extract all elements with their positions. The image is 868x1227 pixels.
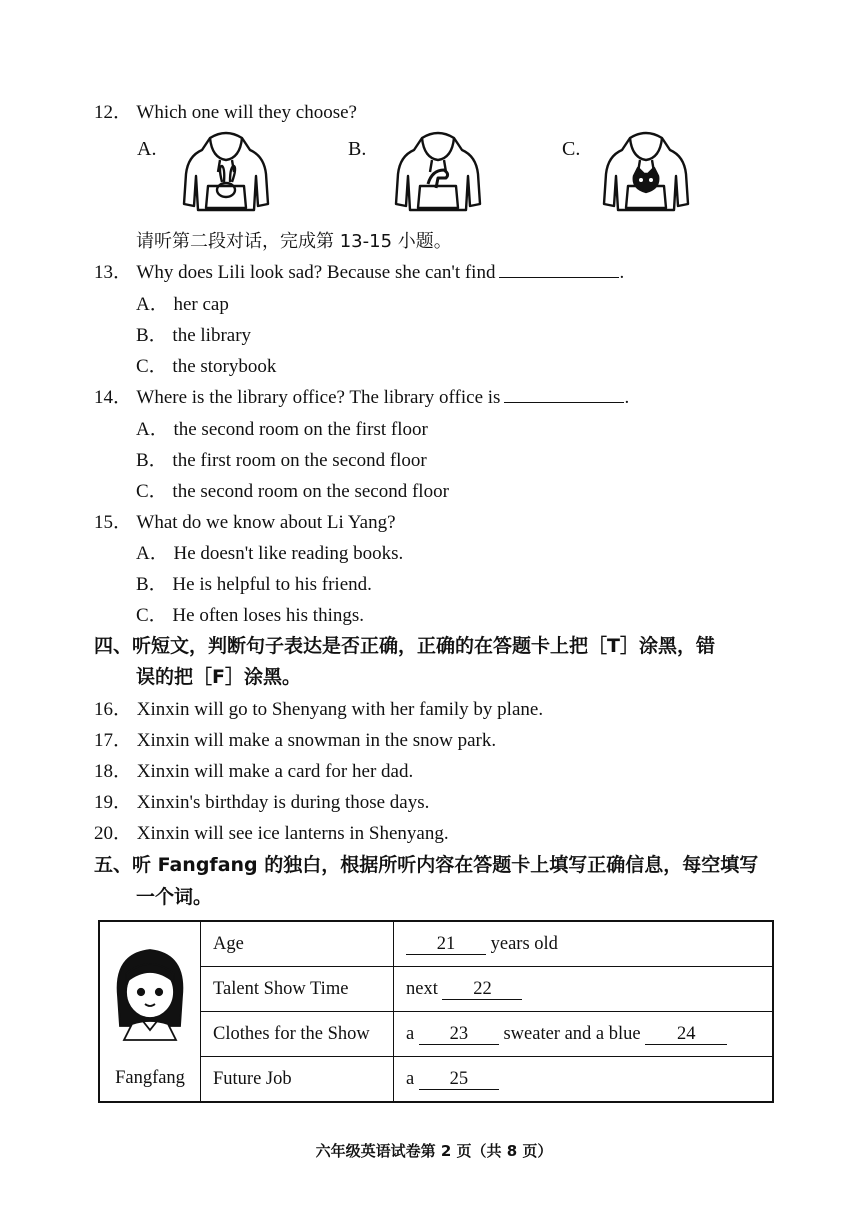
girl-avatar-icon: [100, 936, 200, 1056]
tiger-hoodie-icon: [600, 128, 692, 214]
page-footer: 六年级英语试卷第 2 页（共 8 页）: [315, 1142, 553, 1160]
question-13-period: .: [619, 262, 625, 283]
part-4-heading-line-2: 误的把［F］涂黑。: [136, 666, 301, 688]
row-value: [394, 1057, 774, 1103]
section-2-instruction: 请听第二段对话，完成第 13-15 小题。: [136, 231, 452, 252]
table-row: [99, 921, 773, 967]
part-4-heading-line-1: 四、听短文，判断句子表达是否正确，正确的在答题卡上把［T］涂黑，错: [94, 635, 715, 657]
option-12-c-letter: C.: [562, 138, 581, 160]
person-cell: [99, 921, 201, 1102]
question-14-text: 14． Where is the library office? The library office is: [94, 387, 501, 408]
statement-17: 17． Xinxin will make a snowman in the snow park.: [94, 730, 497, 751]
question-13-text: 13． Why does Lili look sad? Because she can't find: [94, 262, 496, 283]
part-5-heading-line-2: 一个词。: [136, 886, 213, 908]
option-14-b: B． the first room on the second floor: [136, 450, 427, 471]
question-14: [94, 382, 629, 409]
question-14-period: .: [624, 387, 630, 408]
option-15-b: B． He is helpful to his friend.: [136, 574, 372, 595]
answer-21: 21: [406, 934, 486, 955]
option-14-c: C． the second room on the second floor: [136, 481, 449, 502]
statement-16: 16． Xinxin will go to Shenyang with her family by plane.: [94, 699, 544, 720]
row-label: Age: [201, 921, 394, 967]
fangfang-info-table: [98, 920, 774, 1103]
option-12-a-letter: A.: [137, 138, 157, 160]
horse-hoodie-icon: [392, 128, 484, 214]
option-13-c: C． the storybook: [136, 356, 277, 377]
answer-22: 22: [442, 979, 522, 1000]
question-15: 15． What do we know about Li Yang?: [94, 512, 396, 533]
statement-19: 19． Xinxin's birthday is during those days.: [94, 792, 430, 813]
option-14-a: A． the second room on the first floor: [136, 419, 428, 440]
answer-24: 24: [645, 1024, 727, 1045]
row-value: [394, 921, 774, 967]
option-15-c: C． He often loses his things.: [136, 605, 364, 626]
row-label: Future Job: [201, 1057, 394, 1103]
answer-blank: [499, 259, 619, 278]
option-13-b: B． the library: [136, 325, 252, 346]
person-name: Fangfang: [115, 1068, 185, 1088]
option-13-a: A． her cap: [136, 294, 229, 315]
rabbit-hoodie-icon: [180, 128, 272, 214]
value-prefix: a: [406, 1023, 415, 1044]
row-value: [394, 967, 774, 1012]
answer-25: 25: [419, 1069, 499, 1090]
option-12-b-letter: B.: [348, 138, 367, 160]
question-13: [94, 257, 624, 284]
answer-23: 23: [419, 1024, 499, 1045]
option-15-a: A． He doesn't like reading books.: [136, 543, 404, 564]
row-value: [394, 1012, 774, 1057]
value-middle: sweater and a blue: [503, 1023, 641, 1044]
statement-20: 20． Xinxin will see ice lanterns in Shenyang.: [94, 823, 449, 844]
row-label: Clothes for the Show: [201, 1012, 394, 1057]
answer-blank: [504, 384, 624, 403]
question-12: 12． Which one will they choose?: [94, 102, 357, 123]
row-label: Talent Show Time: [201, 967, 394, 1012]
statement-18: 18． Xinxin will make a card for her dad.: [94, 761, 414, 782]
value-prefix: next: [406, 978, 438, 999]
value-prefix: a: [406, 1068, 415, 1089]
value-suffix: years old: [490, 933, 558, 954]
part-5-heading-line-1: 五、听 Fangfang 的独白，根据所听内容在答题卡上填写正确信息，每空填写: [94, 854, 759, 876]
